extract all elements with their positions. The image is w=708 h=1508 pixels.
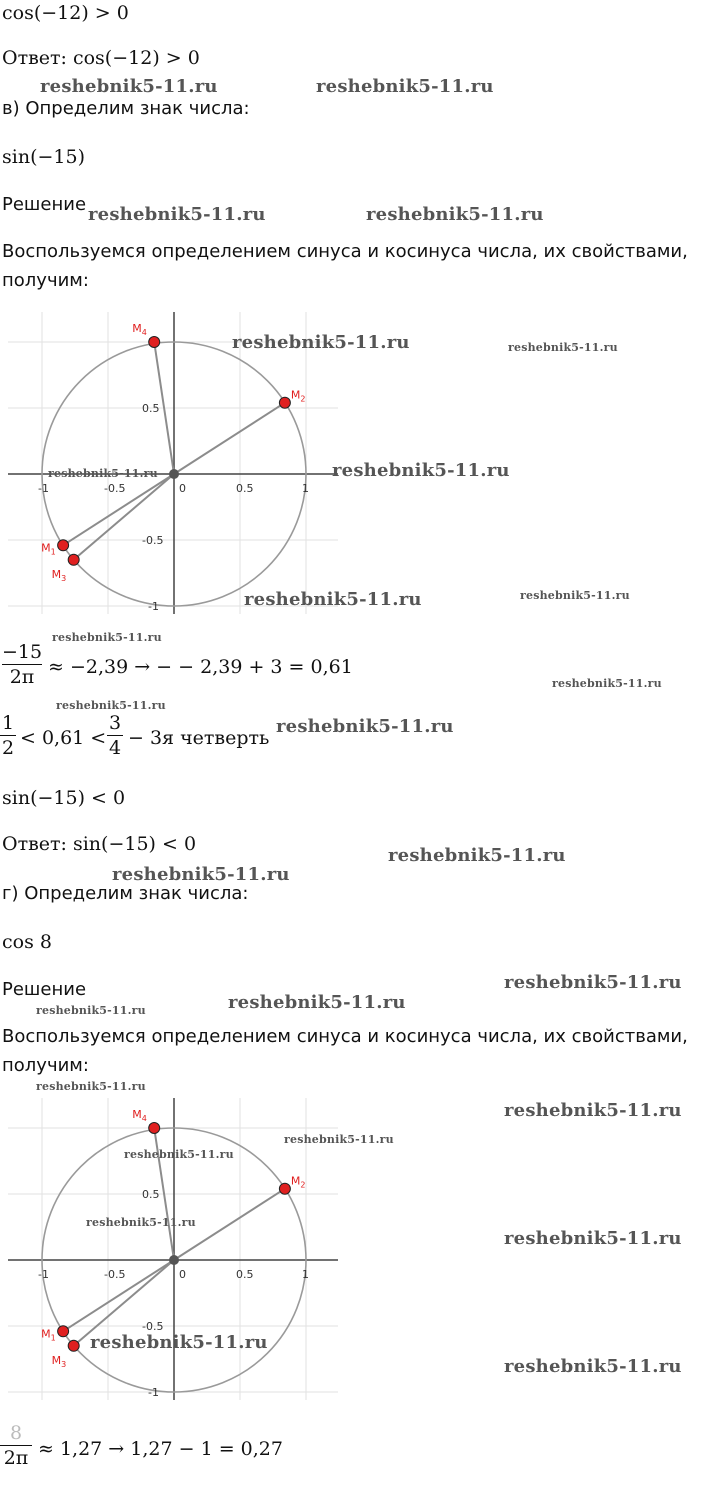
definition-text-1: Воспользуемся определением синуса и косинуса числа, их свойствами,	[2, 241, 688, 262]
point-marker	[279, 1183, 290, 1194]
watermark: reshebnik5-11.ru	[40, 76, 218, 97]
watermark: reshebnik5-11.ru	[86, 1216, 196, 1229]
watermark: reshebnik5-11.ru	[284, 1133, 394, 1146]
fraction-minus15-over-2pi	[2, 641, 42, 688]
watermark: reshebnik5-11.ru	[504, 972, 682, 993]
point-label: $M_3$	[51, 1353, 67, 1369]
fraction-denominator: 2π	[3, 1447, 29, 1469]
x-tick-label: 0.5	[236, 482, 254, 495]
fraction-denominator: 2π	[9, 666, 35, 688]
watermark: reshebnik5-11.ru	[508, 341, 618, 354]
watermark: reshebnik5-11.ru	[36, 1080, 146, 1093]
fraction-bar	[2, 664, 42, 665]
x-tick-label: -0.5	[104, 1268, 126, 1281]
x-tick-label: 0.5	[236, 1268, 254, 1281]
x-tick-label: -0.5	[104, 482, 126, 495]
inequality-part-b: − 3я четверть	[128, 727, 270, 749]
watermark: reshebnik5-11.ru	[388, 845, 566, 866]
watermark: reshebnik5-11.ru	[504, 1228, 682, 1249]
fraction-numerator: −15	[2, 641, 43, 663]
watermark: reshebnik5-11.ru	[520, 589, 630, 602]
y-tick-label: 0.5	[142, 1188, 160, 1201]
watermark: reshebnik5-11.ru	[504, 1356, 682, 1377]
watermark: reshebnik5-11.ru	[276, 716, 454, 737]
watermark: reshebnik5-11.ru	[112, 864, 290, 885]
watermark: reshebnik5-11.ru	[244, 589, 422, 610]
point-marker	[279, 397, 290, 408]
watermark: reshebnik5-11.ru	[232, 332, 410, 353]
x-tick-label: 0	[179, 482, 186, 495]
point-marker	[58, 540, 69, 551]
y-tick-label: -1	[148, 600, 159, 613]
point-label: $M_2$	[290, 388, 306, 404]
fraction-numerator: 1	[1, 712, 15, 734]
definition-text-2: Воспользуемся определением синуса и косинуса числа, их свойствами,	[2, 1026, 688, 1047]
answer-sin-minus15: Ответ: sin(−15) < 0	[2, 833, 197, 855]
calc-line-1: ≈ −2,39 → − − 2,39 + 3 = 0,61	[48, 656, 353, 678]
watermark: reshebnik5-11.ru	[52, 631, 162, 644]
point-marker	[68, 1340, 79, 1351]
unit-circle-graph-1	[8, 312, 338, 614]
fraction-bar	[0, 1445, 32, 1446]
point-label: $M_4$	[132, 1108, 147, 1123]
x-tick-label: -1	[38, 1268, 49, 1281]
fraction-numerator: 8	[9, 1422, 23, 1444]
line-cos8: cos 8	[2, 931, 52, 953]
fraction-3-over-4	[107, 712, 123, 759]
x-tick-label: -1	[38, 482, 49, 495]
fraction-numerator: 3	[108, 712, 122, 734]
watermark: reshebnik5-11.ru	[552, 677, 662, 690]
x-tick-label: 0	[179, 1268, 186, 1281]
watermark: reshebnik5-11.ru	[56, 699, 166, 712]
fraction-denominator: 4	[108, 737, 122, 759]
x-tick-label: 1	[302, 1268, 309, 1281]
line-sin-minus15-negative: sin(−15) < 0	[2, 787, 126, 809]
y-tick-label: 0.5	[142, 402, 160, 415]
solution-label-1: Решение	[2, 194, 87, 215]
x-tick-label: 1	[302, 482, 309, 495]
point-label: $M_4$	[132, 322, 147, 337]
fraction-denominator: 2	[1, 737, 15, 759]
y-tick-label: -0.5	[142, 534, 164, 547]
origin-point	[169, 1255, 179, 1265]
fraction-8-over-2pi	[0, 1422, 32, 1469]
definition-text-1b: получим:	[2, 270, 89, 291]
point-marker	[149, 337, 160, 348]
inequality-part-a: < 0,61 <	[20, 727, 107, 749]
y-tick-label: -1	[148, 1386, 159, 1399]
watermark: reshebnik5-11.ru	[124, 1148, 234, 1161]
watermark: reshebnik5-11.ru	[88, 204, 266, 225]
origin-point	[169, 469, 179, 479]
point-marker	[68, 554, 79, 565]
definition-text-2b: получим:	[2, 1055, 89, 1076]
section-g-heading: г) Определим знак числа:	[2, 883, 249, 904]
point-label: $M_3$	[51, 567, 67, 583]
fraction-1-over-2	[0, 712, 16, 759]
y-tick-label: -0.5	[142, 1320, 164, 1333]
watermark: reshebnik5-11.ru	[366, 204, 544, 225]
fraction-bar	[0, 735, 16, 736]
ray-segment	[174, 403, 285, 474]
point-marker	[58, 1326, 69, 1337]
watermark: reshebnik5-11.ru	[316, 76, 494, 97]
line-cos-minus12: cos(−12) > 0	[2, 2, 129, 24]
point-label: $M_1$	[41, 541, 56, 557]
solution-label-2: Решение	[2, 979, 87, 1000]
watermark: reshebnik5-11.ru	[504, 1100, 682, 1121]
calc-line-2: ≈ 1,27 → 1,27 − 1 = 0,27	[38, 1438, 283, 1460]
answer-cos-minus12: Ответ: cos(−12) > 0	[2, 47, 200, 69]
watermark: reshebnik5-11.ru	[36, 1004, 146, 1017]
watermark: reshebnik5-11.ru	[332, 460, 510, 481]
point-label: $M_1$	[41, 1327, 56, 1343]
watermark: reshebnik5-11.ru	[48, 467, 158, 480]
watermark: reshebnik5-11.ru	[90, 1332, 268, 1353]
line-sin-minus15: sin(−15)	[2, 146, 85, 168]
watermark: reshebnik5-11.ru	[228, 992, 406, 1013]
fraction-bar	[107, 735, 123, 736]
section-v-heading: в) Определим знак числа:	[2, 98, 250, 119]
point-marker	[149, 1123, 160, 1134]
point-label: $M_2$	[290, 1174, 306, 1190]
